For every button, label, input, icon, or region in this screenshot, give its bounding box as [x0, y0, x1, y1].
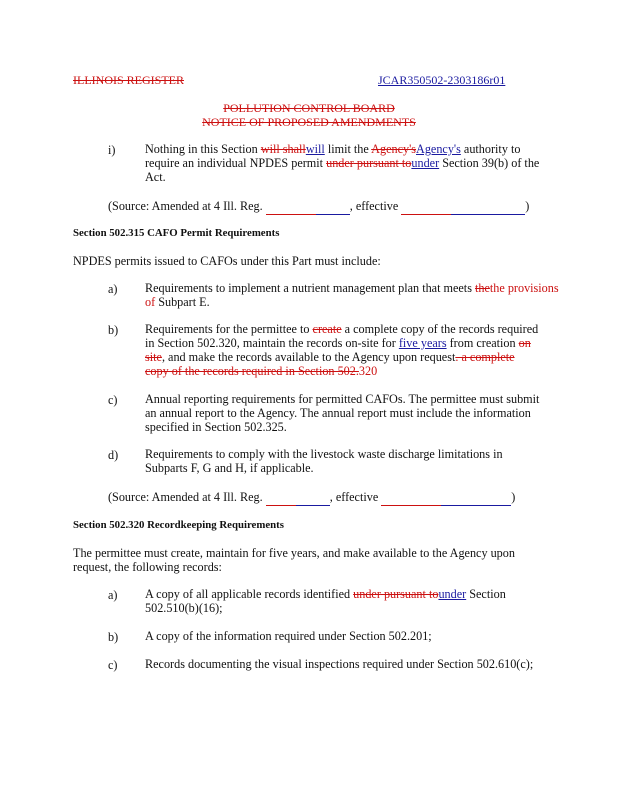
item-d-letter: d)	[108, 448, 119, 462]
register-header-deleted: ILLINOIS REGISTER	[73, 73, 184, 87]
item-b-line2: in Section 502.320, maintain the records on-site for five years from creation on	[145, 336, 531, 350]
notice-title-deleted: NOTICE OF PROPOSED AMENDMENTS	[202, 115, 416, 129]
item-b-letter: b)	[108, 323, 119, 337]
section-502-315-heading: Section 502.315 CAFO Permit Requirements	[73, 227, 280, 239]
record-b-letter: b)	[108, 630, 119, 644]
item-c-line2: an annual report to the Agency. The annual report must include the information	[145, 406, 531, 420]
item-d-line2: Subparts F, G and H, if applicable.	[145, 461, 314, 475]
source-note-1: (Source: Amended at 4 Ill. Reg. , effective )	[108, 199, 530, 213]
item-b-line4: copy of the records required in Section 502.320	[145, 364, 378, 378]
item-b-line3: site, and make the records available to the Agency upon request. a complete	[145, 350, 515, 364]
record-b-line1: A copy of the information required under Section 502.201;	[145, 629, 432, 643]
item-i-line1: Nothing in this Section will shallwill limit the Agency'sAgency's authority to	[145, 142, 521, 156]
item-i-letter: i)	[108, 143, 116, 157]
source-note-2: (Source: Amended at 4 Ill. Reg. , effective )	[108, 490, 516, 504]
item-a-line2: of Subpart E.	[145, 295, 210, 309]
record-c-letter: c)	[108, 658, 118, 672]
item-d-line1: Requirements to comply with the livestock waste discharge limitations in	[145, 447, 503, 461]
record-c-line1: Records documenting the visual inspections required under Section 502.610(c);	[145, 657, 534, 671]
section-502-320-intro-line1: The permittee must create, maintain for five years, and make available to the Agency upon	[73, 546, 515, 560]
item-a-letter: a)	[108, 282, 118, 296]
section-502-320-intro-line2: request, the following records:	[73, 560, 222, 574]
item-a-line1: Requirements to implement a nutrient management plan that meets thethe provisions	[145, 281, 559, 295]
board-title-deleted: POLLUTION CONTROL BOARD	[223, 101, 395, 115]
item-c-letter: c)	[108, 393, 118, 407]
item-b-line1: Requirements for the permittee to create a complete copy of the records required	[145, 322, 539, 336]
section-502-320-heading: Section 502.320 Recordkeeping Requirements	[73, 519, 284, 531]
item-c-line3: specified in Section 502.325.	[145, 420, 287, 434]
item-c-line1: Annual reporting requirements for permitted CAFOs. The permittee must submit	[145, 392, 540, 406]
section-502-315-intro: NPDES permits issued to CAFOs under this Part must include:	[73, 254, 381, 268]
item-i-line2: require an individual NPDES permit under pursuant tounder Section 39(b) of the	[145, 156, 540, 170]
record-a-letter: a)	[108, 588, 118, 602]
record-a-line1: A copy of all applicable records identified under pursuant tounder Section	[145, 587, 506, 601]
jcar-header-inserted: JCAR350502-2303186r01	[378, 73, 506, 87]
record-a-line2: 502.510(b)(16);	[145, 601, 223, 615]
item-i-line3: Act.	[145, 170, 166, 184]
